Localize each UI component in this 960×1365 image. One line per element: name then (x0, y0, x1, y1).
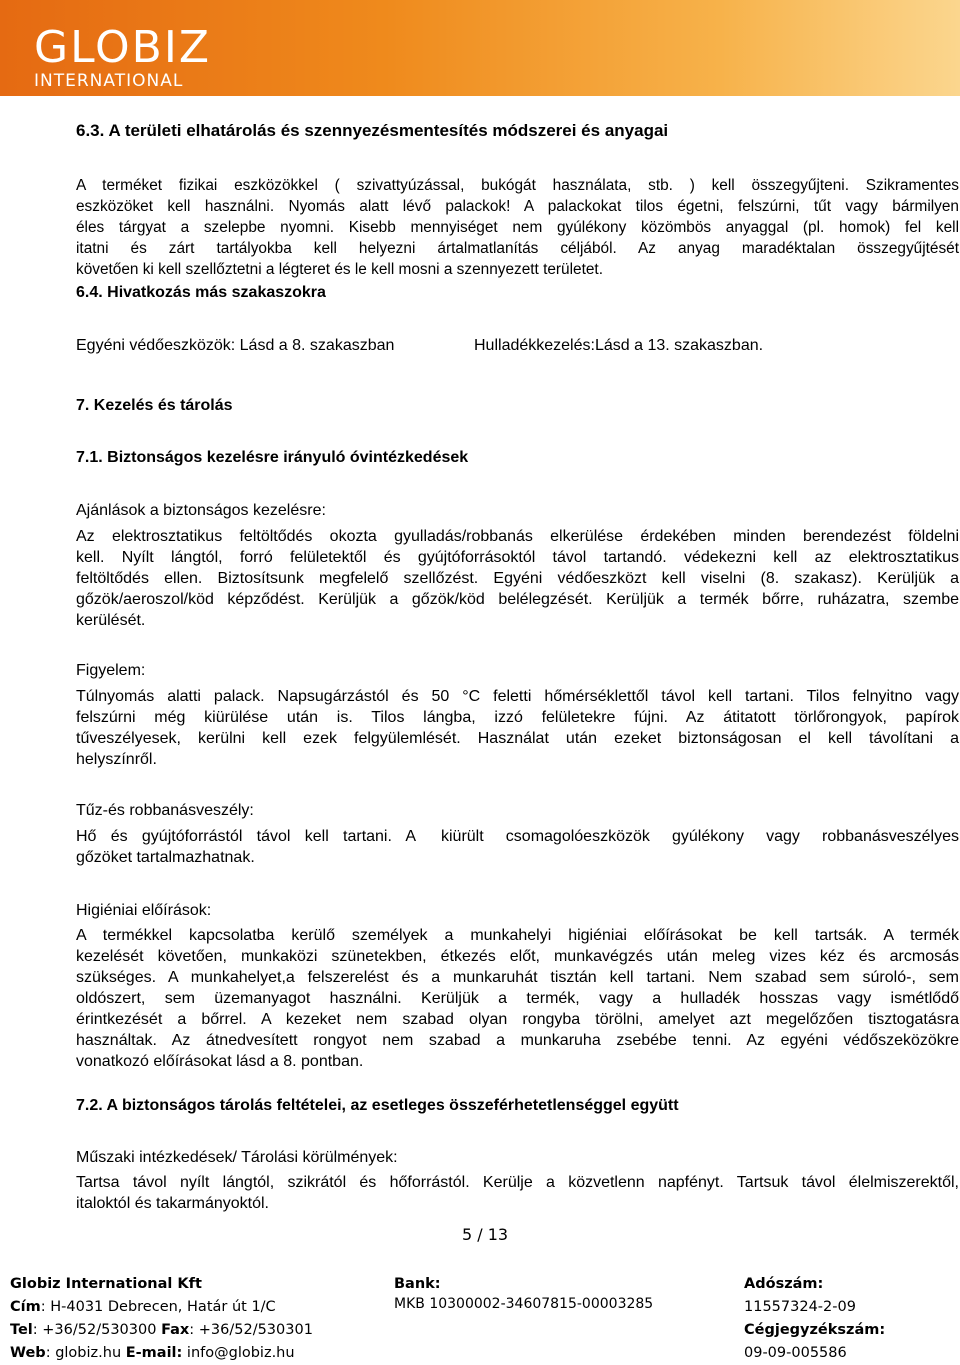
footer-address-label: Cím (10, 1299, 41, 1315)
paragraph-line: A termékkel kapcsolatba kerülő személyek a munkahelyi higiéniai előírásokat be kell tartsák. A termék (76, 927, 959, 944)
fire-hazard-left-line-2: gőzöket tartalmazhatnak. (76, 849, 255, 866)
footer-company: Globiz International Kft (10, 1276, 202, 1292)
section-6-3-heading: 6.3. A területi elhatárolás és szennyezésmentesítés módszerei és anyagai (76, 121, 669, 140)
footer-tax-number: 11557324-2-09 (744, 1299, 856, 1315)
paragraph-line: szükséges. A munkahelyet,a felszerelést és a munkaruhát tisztán kell tartani. Nem szabad sem súroló-, sem (76, 969, 959, 986)
paragraph-line: eszközöket kell használni. Nyomás alatt lévő palackok! A palackokat tilos égetni, felszúrni, tűt vagy bármilyen (76, 198, 959, 215)
section-6-3-paragraph (76, 175, 959, 280)
footer-bank-label: Bank: (394, 1276, 441, 1292)
fire-hazard-left-line: Hő és gyújtóforrástól távol kell tartani. A (76, 828, 416, 845)
paragraph-line: használtak. Az átnedvesített rongyot nem szabad a munkaruha zsebébe tenni. Az egyéni védőszeközökre (76, 1032, 959, 1049)
logo-main-text: GLOBIZ (34, 22, 211, 73)
paragraph-line: éles tárgyat a szelepbe nyomni. Kisebb mennyiséget nem gyúlékony közömbös anyaggal (pl. homok) fel kell (76, 219, 959, 236)
fire-hazard-right-line: kiürült csomagolóeszközök gyúlékony vagy robbanásveszélyes (441, 828, 959, 845)
paragraph-line: Túlnyomás alatti palack. Napsugárzástól és 50 °C feletti hőmérséklettől távol kell tartani. Tilos felnyitno vagy (76, 688, 959, 705)
footer-web (10, 1345, 295, 1361)
footer-email-value[interactable]: info@globiz.hu (182, 1345, 295, 1361)
footer-fax-label: Fax (161, 1322, 190, 1338)
paragraph-line: tűveszélyesek, kerülni kell ezek felgyülemlését. Használat után ezeket biztonságosan el kell távolítani a (76, 730, 959, 747)
footer-bank-account: MKB 10300002-34607815-00003285 (394, 1296, 654, 1312)
hygiene-label: Higiéniai előírások: (76, 902, 212, 919)
footer-address (10, 1299, 276, 1315)
logo-sub-text: INTERNATIONAL (34, 71, 184, 91)
footer-web-value[interactable]: : globiz.hu (45, 1345, 126, 1361)
paragraph-line: italoktól és takarmányoktól. (76, 1195, 269, 1212)
footer-registration-label: Cégjegyzékszám: (744, 1322, 886, 1338)
section-7-1-heading: 7.1. Biztonságos kezelésre irányuló óvintézkedések (76, 449, 469, 466)
paragraph-line: felszúrni még kiürülése után is. Tilos lángba, izzó felületekre fújni. Az átitatott törlőrongyok, papírok (76, 709, 959, 726)
paragraph-line: helyszínről. (76, 751, 157, 768)
paragraph-line: A terméket fizikai eszközökkel ( szivattyúzással, bukógát használata, stb. ) kell összegyűjteni. Szikramentes (76, 177, 959, 194)
footer-registration-number: 09-09-005586 (744, 1345, 847, 1361)
reference-ppe: Egyéni védőeszközök: Lásd a 8. szakaszban (76, 337, 395, 354)
paragraph-line: kell. Nyílt lángtól, forró felületektől és gyújtóforrásoktól távol tartandó. védekezni kell az elektrosztatikus (76, 549, 959, 566)
footer-address-value: : H-4031 Debrecen, Határ út 1/C (40, 1299, 276, 1315)
paragraph-line: feltöltődés ellen. Biztosítsunk megfelelő szellőzést. Egyéni védőeszközt kell viselni (8. szakasz). Kerüljük a (76, 570, 959, 587)
paragraph-line: érintkezését a bőrrel. A kezeket nem szabad olyan rongyba törölni, amelyet azt megelőzően tisztogatásra (76, 1011, 959, 1028)
paragraph-line: vonatkozó előírásokat lásd a 8. pontban. (76, 1053, 364, 1070)
paragraph-line: kerülését. (76, 612, 146, 629)
recommendations-label: Ajánlások a biztonságos kezelésre: (76, 502, 326, 519)
paragraph-line: követően ki kell szellőztetni a légteret és le kell mosni a szennyezett területet. (76, 261, 603, 278)
footer-fax-value: : +36/52/530301 (189, 1322, 313, 1338)
fire-hazard-label: Tűz-és robbanásveszély: (76, 802, 254, 819)
paragraph-line: kezelését követően, munkaközi szünetekben, étkezés előt, munkavégzés után meleg vizes kéz és arcmosás (76, 948, 959, 965)
footer-tel-label: Tel (10, 1322, 33, 1338)
section-7-2-heading: 7.2. A biztonságos tárolás feltételei, az esetleges összeférhetetlenséggel együtt (76, 1097, 679, 1114)
footer-email-label: E-mail: (125, 1345, 183, 1361)
page-number: 5 / 13 (462, 1225, 509, 1244)
paragraph-line: Tartsa távol nyílt lángtól, szikrától és hőforrástól. Kerülje a közvetlenn napfényt. Tartsuk távol élelmiszerektől, (76, 1174, 959, 1191)
section-7-heading: 7. Kezelés és tárolás (76, 397, 233, 414)
storage-label: Műszaki intézkedések/ Tárolási körülmények: (76, 1149, 398, 1166)
footer-tel-value: : +36/52/530300 (32, 1322, 162, 1338)
reference-waste: Hulladékkezelés:Lásd a 13. szakaszban. (474, 337, 764, 354)
paragraph-line: Az elektrosztatikus feltöltődés okozta gyulladás/robbanás elkerülése érdekében minden berendezést földelni (76, 528, 959, 545)
company-logo (34, 22, 211, 91)
paragraph-line: oldószert, sem üzemanyagot használni. Kerüljük a termék, vagy a hulladék hosszas vagy ismétlődő (76, 990, 959, 1007)
hygiene-paragraph (76, 925, 959, 1072)
paragraph-line: itatni és zárt tartályokba kell helyezni ártalmatlanítás céljából. Az anyag maradéktalan összegyűjtését (76, 240, 959, 257)
attention-label: Figyelem: (76, 662, 146, 679)
section-6-4-heading: 6.4. Hivatkozás más szakaszokra (76, 284, 326, 301)
paragraph-line: gőzök/aeroszol/köd képződést. Kerüljük a gőzök/köd belélegzését. Kerüljük a termék bőrre, ruházatra, szembe (76, 591, 959, 608)
attention-paragraph (76, 686, 959, 770)
recommendations-paragraph (76, 526, 959, 631)
footer-tax-label: Adószám: (744, 1276, 824, 1292)
footer-phone (10, 1322, 313, 1338)
storage-paragraph (76, 1172, 959, 1214)
footer-web-label: Web (10, 1345, 46, 1361)
